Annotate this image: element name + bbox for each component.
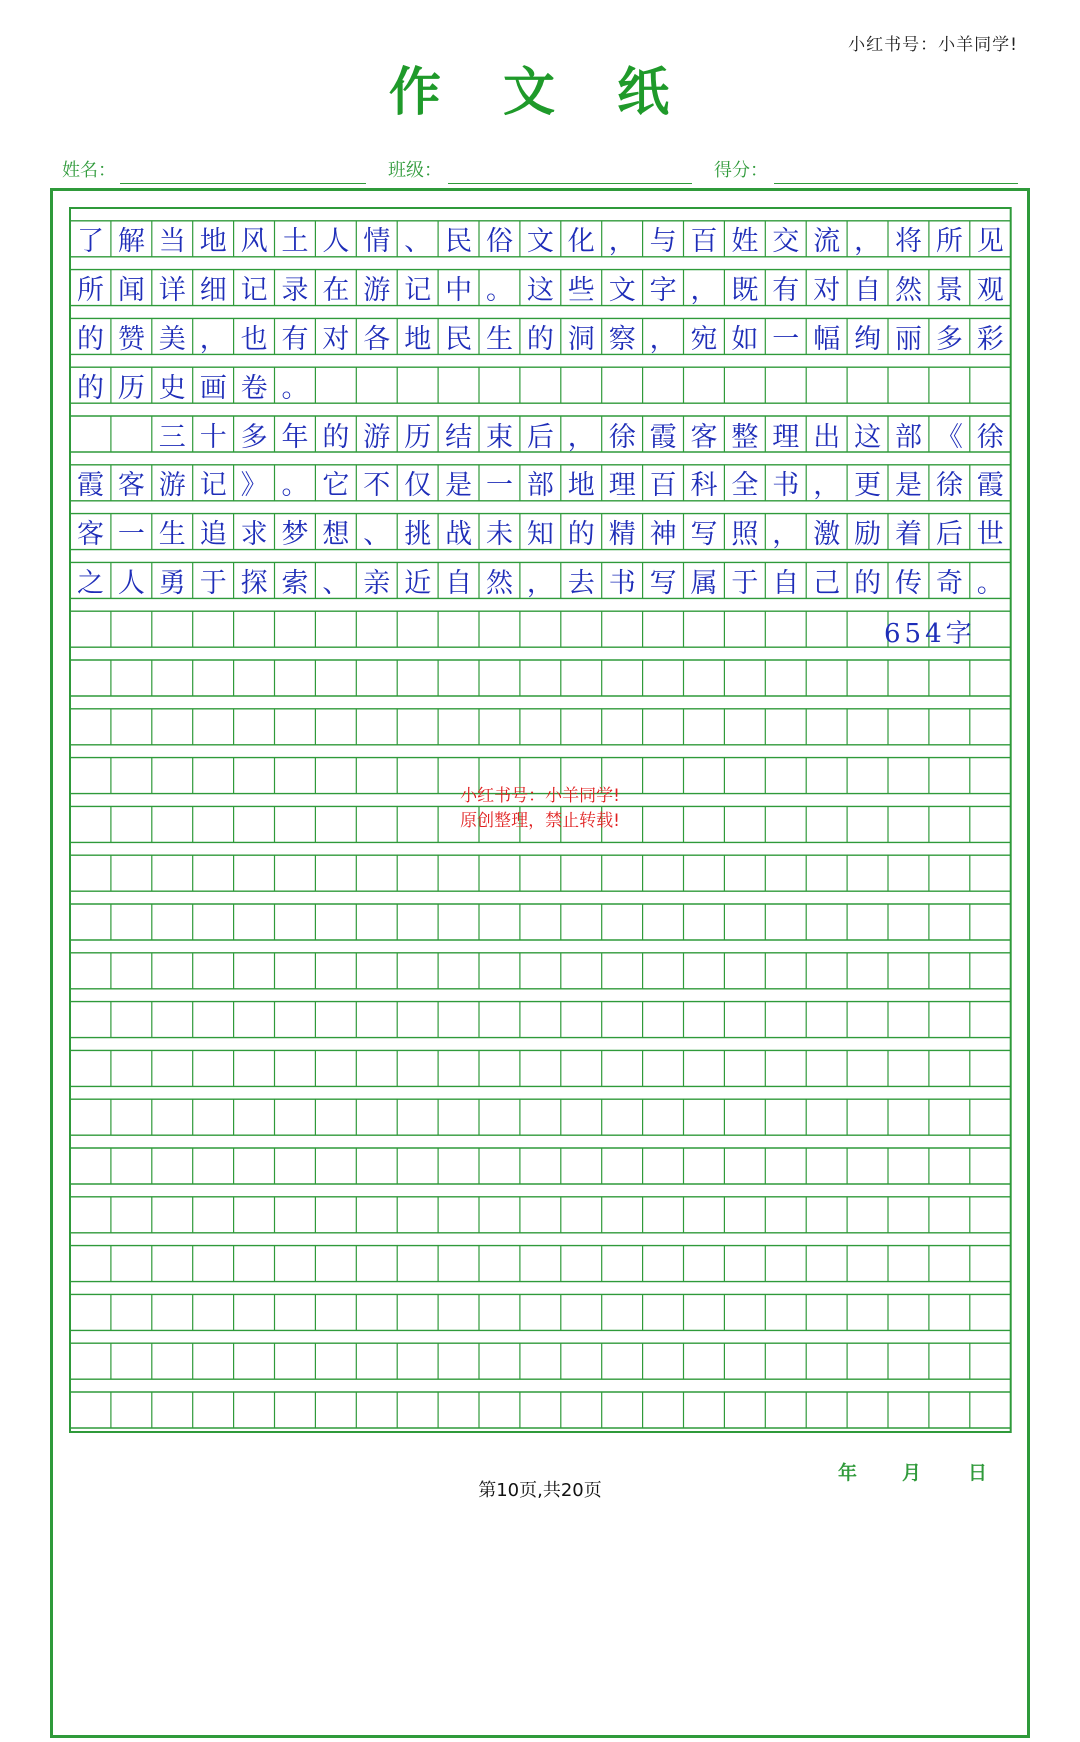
grid-character: 部: [895, 421, 922, 453]
grid-character: 既: [731, 275, 759, 307]
grid-character: 百: [690, 226, 718, 258]
grid-character: 的: [526, 323, 554, 355]
grid-character: 解: [117, 226, 145, 258]
grid-character: 人: [117, 567, 145, 599]
grid-character: 这: [854, 421, 882, 453]
grid-character: 整: [731, 421, 759, 453]
grid-character: 束: [486, 421, 513, 453]
class-field[interactable]: [388, 154, 694, 182]
grid-character: 三: [158, 421, 186, 453]
grid-character: 当: [158, 226, 186, 258]
grid-character: 些: [567, 275, 595, 307]
grid-character: 知: [526, 519, 554, 551]
grid-character: 徐: [608, 421, 636, 453]
grid-character: 百: [649, 470, 677, 502]
grid-character: 探: [240, 567, 268, 599]
grid-character: 精: [608, 519, 636, 551]
grid-character: 细: [199, 275, 227, 307]
grid-character: 地: [404, 323, 432, 355]
grid-character: 是: [445, 470, 473, 502]
grid-character: 、: [322, 567, 350, 599]
grid-character: 挑: [404, 519, 432, 551]
grid-character: 霞: [649, 421, 677, 453]
grid-character: ，: [567, 421, 595, 453]
grid-character: 传: [895, 567, 922, 599]
grid-character: 、: [404, 226, 432, 258]
grid-character: 有: [281, 323, 309, 355]
grid-character: 赞: [117, 323, 145, 355]
grid-character: 己: [813, 567, 841, 599]
grid-character: 一: [772, 323, 800, 355]
grid-character: 彩: [976, 323, 1004, 355]
grid-character: 民: [445, 323, 473, 355]
grid-character: 对: [322, 323, 350, 355]
grid-character: 史: [158, 372, 186, 404]
grid-character: 仅: [404, 470, 432, 502]
grid-character: 更: [854, 470, 882, 502]
grid-character: 奇: [935, 567, 963, 599]
grid-character: 生: [486, 323, 513, 355]
date-year: 年: [838, 1462, 858, 1484]
grid-character: 详: [158, 275, 186, 307]
score-label: 得分：: [714, 160, 768, 181]
grid-character: 察: [608, 323, 636, 355]
center-watermark-line2: 原创整理，禁止转载!: [460, 811, 620, 831]
grid-character: 全: [731, 470, 759, 502]
grid-character: 客: [690, 421, 718, 453]
grid-character: 一: [486, 470, 513, 502]
grid-character: 十: [199, 421, 227, 453]
grid-character: 所: [935, 226, 963, 258]
grid-character: ，: [526, 567, 554, 599]
grid-character: 索: [281, 567, 309, 599]
grid-character: 一: [117, 519, 145, 551]
grid-character: 土: [281, 226, 309, 258]
grid-character: 各: [363, 323, 391, 355]
grid-character: 部: [526, 470, 554, 502]
grid-character: 后: [526, 421, 554, 453]
grid-character: 然: [895, 275, 922, 307]
grid-character: 的: [77, 372, 104, 404]
grid-character: 了: [77, 226, 104, 258]
grid-character: 求: [240, 519, 268, 551]
grid-character: 景: [935, 275, 963, 307]
grid-character: 也: [240, 323, 268, 355]
grid-character: 幅: [813, 323, 841, 355]
grid-character: 亲: [363, 567, 391, 599]
grid-character: ，: [608, 226, 636, 258]
essay-frame: [50, 188, 1030, 1742]
grid-character: 然: [486, 567, 513, 599]
grid-character: 交: [772, 226, 800, 258]
student-info-row: [62, 154, 1018, 184]
grid-character: 它: [322, 470, 350, 502]
class-label: 班级：: [388, 160, 442, 181]
grid-character: 丽: [895, 323, 922, 355]
score-underline: [774, 183, 1018, 184]
grid-character: ，: [199, 323, 227, 355]
word-count-number: 654: [884, 619, 946, 650]
grid-character: 生: [158, 519, 186, 551]
grid-character: 在: [322, 275, 350, 307]
top-watermark: 小红书号：小羊同学!: [848, 35, 1018, 55]
grid-character: 未: [486, 519, 513, 551]
grid-character: ，: [690, 275, 718, 307]
grid-character: 与: [649, 226, 677, 258]
grid-character: 战: [445, 519, 473, 551]
grid-character: 、: [363, 519, 391, 551]
grid-character: 如: [731, 323, 759, 355]
grid-character: 的: [854, 567, 882, 599]
grid-character: 理: [772, 421, 800, 453]
grid-character: 流: [813, 226, 841, 258]
grid-character: 理: [608, 470, 636, 502]
grid-character: 激: [813, 519, 841, 551]
grid-character: 这: [526, 275, 554, 307]
grid-character: 年: [281, 421, 309, 453]
grid-character: 的: [567, 519, 595, 551]
grid-character: 之: [77, 567, 104, 599]
grid-character: 风: [240, 226, 268, 258]
grid-character: 。: [281, 372, 309, 404]
grid-character: 霞: [77, 470, 104, 502]
name-label: 姓名：: [62, 160, 116, 181]
grid-character: 徐: [976, 421, 1004, 453]
grid-character: ，: [772, 519, 800, 551]
grid-character: ，: [813, 470, 841, 502]
grid-character: 地: [199, 226, 227, 258]
grid-character: 神: [649, 519, 677, 551]
grid-character: 科: [690, 470, 718, 502]
grid-character: 客: [77, 519, 104, 551]
grid-character: 书: [608, 567, 636, 599]
grid-character: 俗: [486, 226, 513, 258]
grid-character: 》: [240, 470, 268, 502]
center-watermark: [0, 784, 1080, 834]
grid-character: 勇: [158, 567, 186, 599]
grid-character: 所: [77, 275, 104, 307]
grid-character: 美: [158, 323, 186, 355]
grid-character: 励: [854, 519, 882, 551]
grid-character: 自: [854, 275, 882, 307]
grid-character: 字: [649, 275, 677, 307]
grid-character: 徐: [935, 470, 963, 502]
grid-character: 宛: [690, 323, 718, 355]
grid-character: 画: [199, 372, 227, 404]
grid-character: 文: [526, 226, 554, 258]
grid-character: 去: [567, 567, 595, 599]
date-month: 月: [902, 1462, 922, 1484]
grid-character: 想: [322, 519, 350, 551]
grid-character: 出: [813, 421, 841, 453]
grid-character: 。: [976, 567, 1004, 599]
grid-character: 。: [281, 470, 309, 502]
grid-character: 录: [281, 275, 309, 307]
class-underline: [448, 183, 692, 184]
grid-character: 化: [567, 226, 595, 258]
grid-character: 梦: [281, 519, 309, 551]
grid-character: ，: [854, 226, 882, 258]
grid-character: 游: [363, 275, 391, 307]
grid-character: 霞: [976, 470, 1004, 502]
grid-character: 世: [976, 519, 1004, 551]
grid-character: 书: [772, 470, 800, 502]
grid-character: 不: [363, 470, 391, 502]
grid-character: 历: [117, 372, 145, 404]
grid-character: 情: [363, 226, 391, 258]
grid-character: 近: [404, 567, 432, 599]
grid-character: 自: [445, 567, 473, 599]
grid-character: 于: [199, 567, 227, 599]
grid-character: 记: [199, 470, 227, 502]
grid-character: 有: [772, 275, 800, 307]
grid-character: 于: [731, 567, 759, 599]
grid-character: 的: [322, 421, 350, 453]
page-title: 作 文 纸: [388, 63, 692, 123]
grid-character: 游: [158, 470, 186, 502]
grid-character: 记: [404, 275, 432, 307]
grid-character: 多: [935, 323, 963, 355]
grid-character: 对: [813, 275, 841, 307]
word-count: [884, 613, 976, 650]
grid-character: 历: [404, 421, 432, 453]
grid-character: 卷: [240, 372, 268, 404]
grid-character: 追: [199, 519, 227, 551]
center-watermark-line1: 小红书号：小羊同学!: [460, 786, 620, 806]
grid-character: 是: [895, 470, 922, 502]
grid-character: 写: [649, 567, 677, 599]
grid-character: 属: [690, 567, 718, 599]
grid-character: ，: [649, 323, 677, 355]
grid-character: 将: [895, 226, 922, 258]
grid-character: 自: [772, 567, 800, 599]
date-day: 日: [968, 1462, 988, 1484]
word-count-unit: 字: [945, 619, 976, 650]
name-field[interactable]: [62, 154, 368, 182]
grid-character: 的: [77, 323, 104, 355]
grid-character: 后: [935, 519, 963, 551]
score-field[interactable]: [714, 154, 1018, 182]
name-underline: [120, 183, 366, 184]
grid-character: 姓: [731, 226, 759, 258]
grid-character: 客: [117, 470, 145, 502]
grid-character: 《: [935, 421, 963, 453]
grid-character: 观: [976, 275, 1004, 307]
grid-character: 着: [895, 519, 922, 551]
page-footer: 第10页,共20页: [478, 1480, 602, 1501]
grid-character: 照: [731, 519, 759, 551]
grid-character: 写: [690, 519, 718, 551]
grid-character: 闻: [117, 275, 145, 307]
grid-character: 地: [567, 470, 595, 502]
grid-character: 游: [363, 421, 391, 453]
grid-character: 中: [445, 275, 473, 307]
grid-character: 。: [486, 275, 513, 307]
grid-character: 记: [240, 275, 268, 307]
grid-character: 结: [445, 421, 473, 453]
grid-character: 绚: [854, 323, 882, 355]
grid-character: 民: [445, 226, 473, 258]
grid-character: 人: [322, 226, 350, 258]
grid-character: 洞: [567, 323, 595, 355]
grid-character: 见: [976, 226, 1004, 258]
grid-character: 多: [240, 421, 268, 453]
grid-character: 文: [608, 275, 636, 307]
